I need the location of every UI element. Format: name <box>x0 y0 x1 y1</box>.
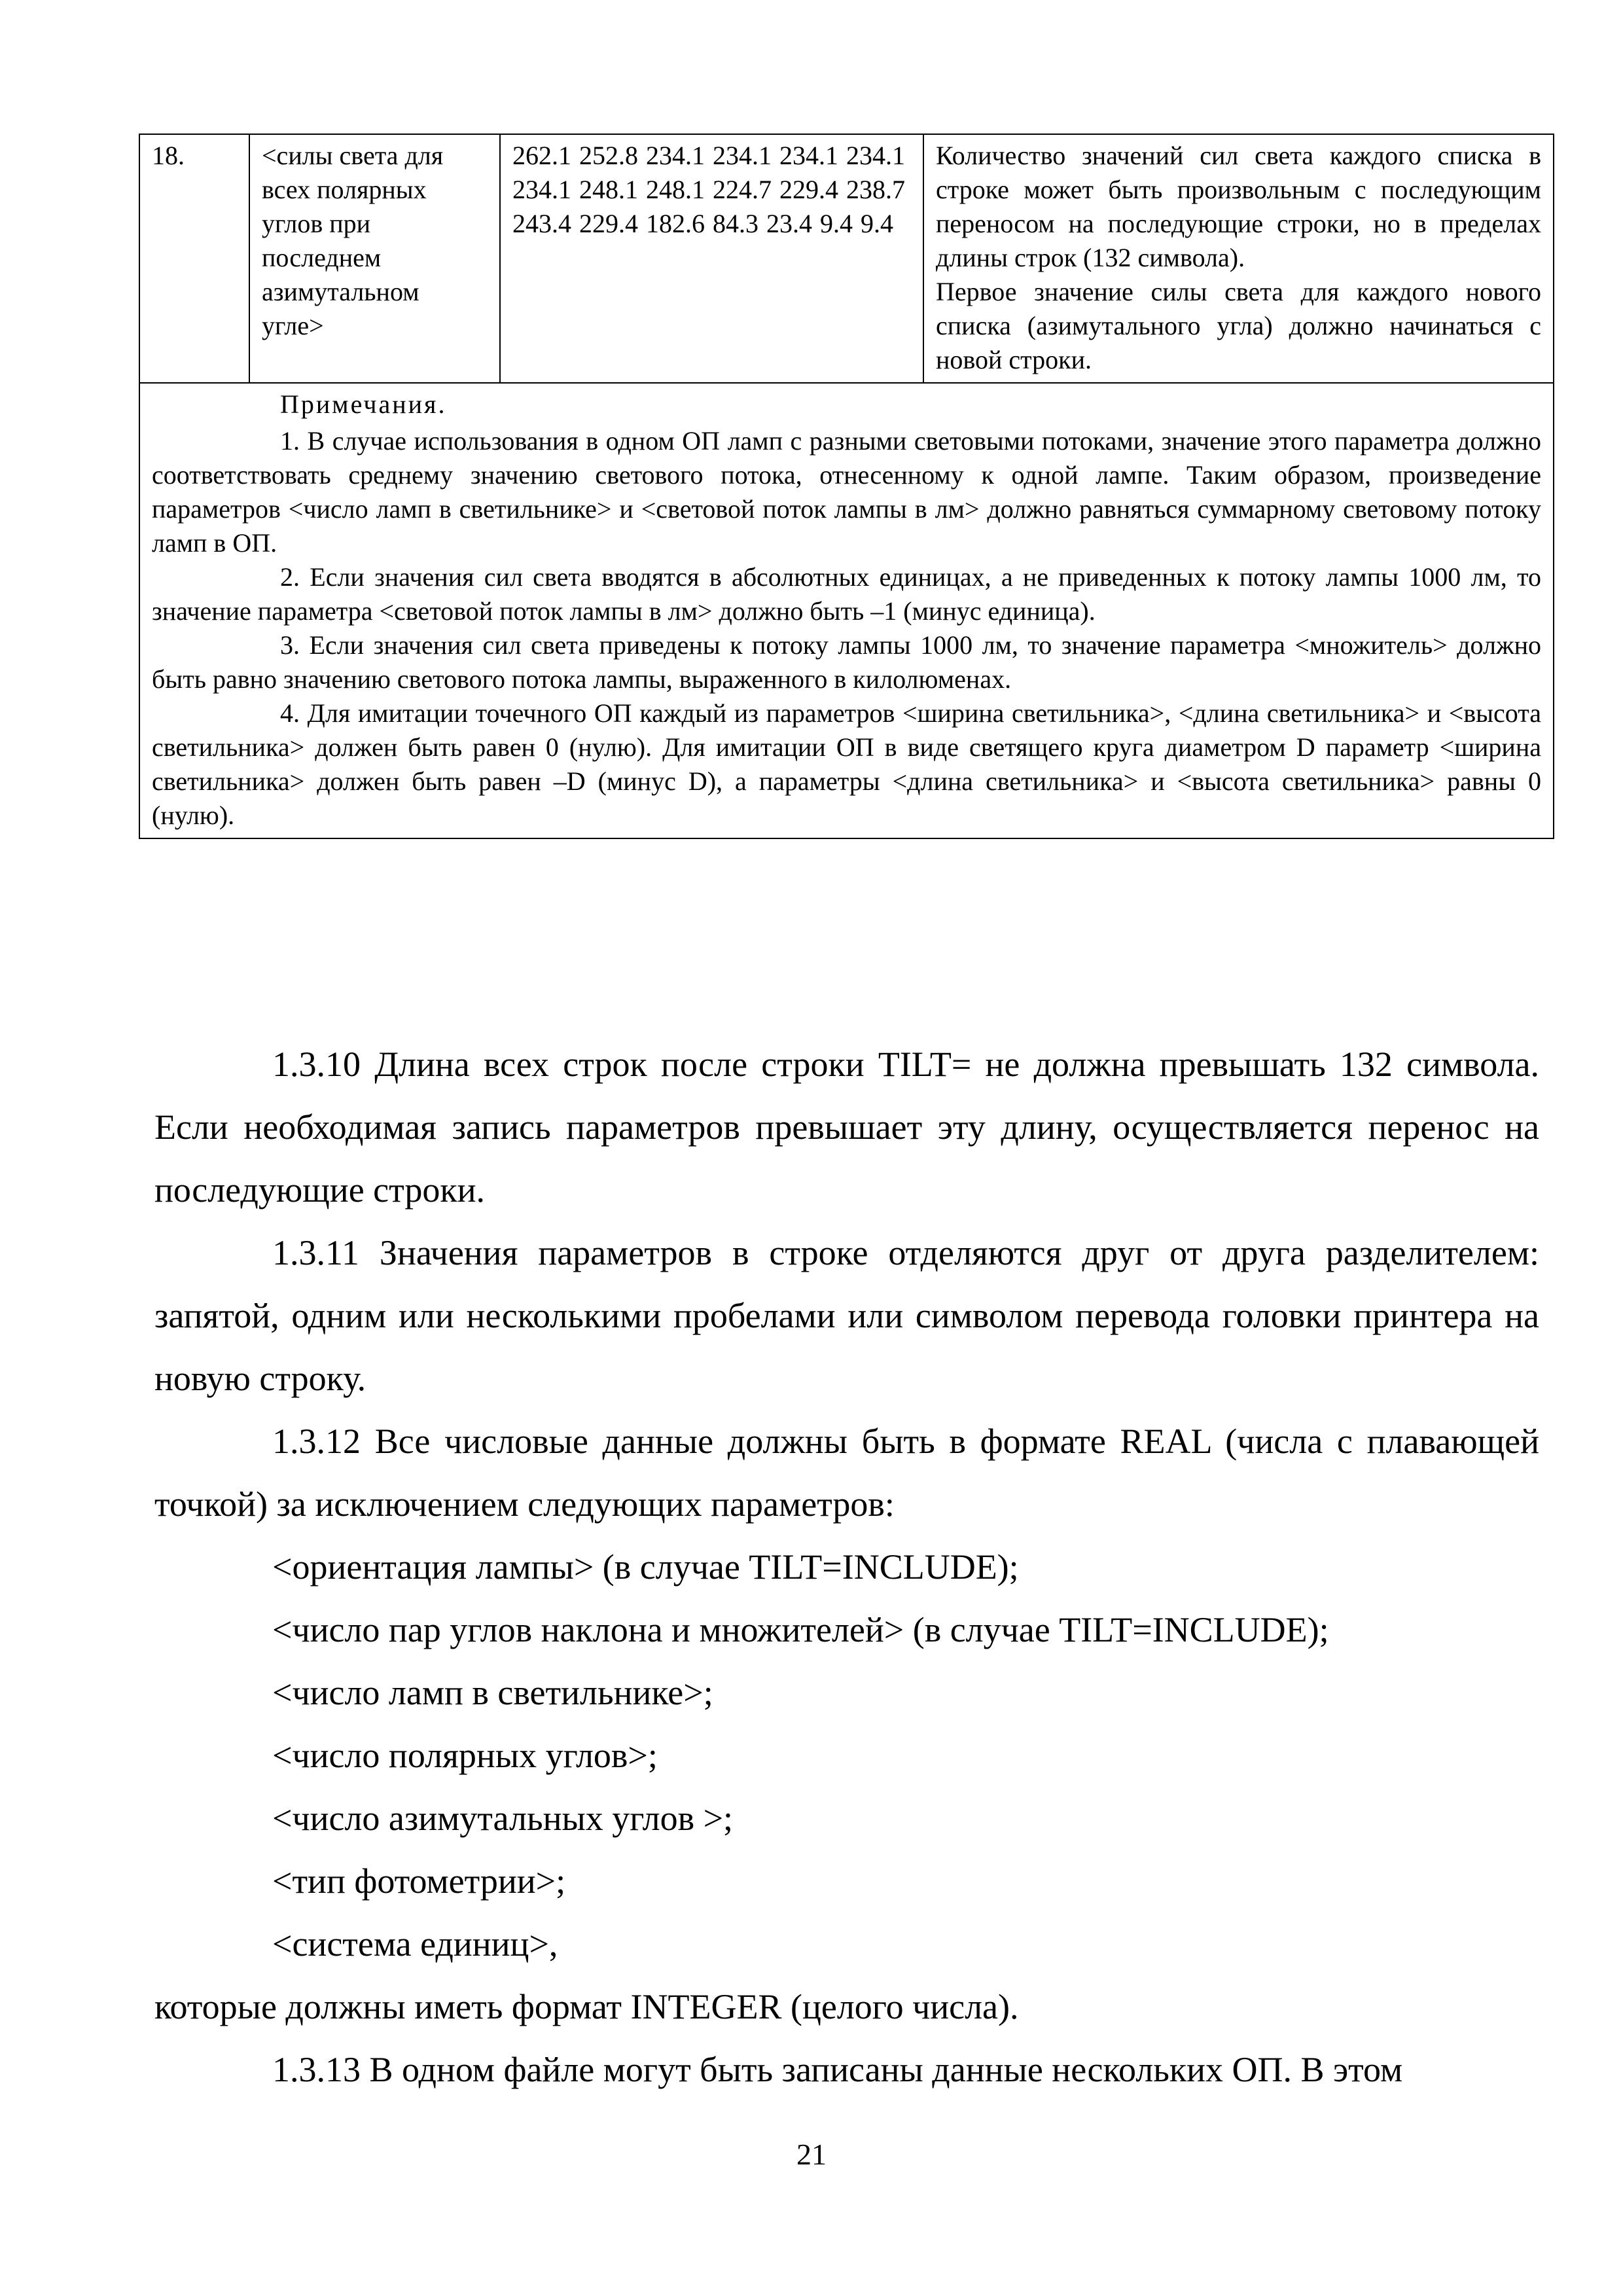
page-number: 21 <box>796 2138 827 2171</box>
list-item: <система единиц>, <box>272 1924 558 1964</box>
notes-cell <box>139 383 1554 838</box>
notes-title: Примечания. <box>280 389 447 419</box>
parameters-table <box>139 134 1554 839</box>
list-item: <тип фотометрии>; <box>272 1861 566 1901</box>
paragraph-1-3-13: 1.3.13 В одном файле могут быть записаны данные нескольких ОП. В этом <box>272 2050 1403 2089</box>
paragraph-1-3-10: 1.3.10 Длина всех строк после строки TILT= не должна превышать 132 символа. Если необходимая запись параметров превышает эту длину, осуществляется перенос на последующие строки. <box>154 1045 1539 1210</box>
parameter-values: 262.1 252.8 234.1 234.1 234.1 234.1 234.1 248.1 248.1 224.7 229.4 238.7 243.4 229.4 182.6 84.3 23.4 9.4 9.4 <box>500 134 923 383</box>
paragraph-1-3-12: 1.3.12 Все числовые данные должны быть в формате REAL (числа с плавающей точкой) за исключением следующих параметров: <box>154 1422 1539 1524</box>
paragraph-1-3-11: 1.3.11 Значения параметров в строке отделяются друг от друга разделителем: запятой, одним или несколькими пробелами или символом перевода головки принтера на новую строку. <box>154 1233 1539 1398</box>
remark-paragraph: Количество значений сил света каждого списка в строке может быть произвольным с последующим переносом на последующие строки, но в пределах длины строк (132 символа). <box>936 141 1541 272</box>
list-item: <число ламп в светильнике>; <box>272 1673 713 1712</box>
list-item: <число полярных углов>; <box>272 1736 658 1775</box>
body-text <box>154 1033 1539 2101</box>
list-item: <число пар углов наклона и множителей> (в случае TILT=INCLUDE); <box>272 1610 1329 1649</box>
note-item: 3. Если значения сил света приведены к потоку лампы 1000 лм, то значение параметра <множитель> должно быть равно значению светового потока лампы, выраженного в килолюменах. <box>152 630 1541 694</box>
list-item: <ориентация лампы> (в случае TILT=INCLUDE); <box>272 1547 1019 1587</box>
remark-paragraph: Первое значение силы света для каждого нового списка (азимутального угла) должно начинаться с новой строки. <box>936 277 1541 374</box>
parameter-remark <box>923 134 1554 383</box>
note-item: 2. Если значения сил света вводятся в абсолютных единицах, а не приведенных к потоку лампы 1000 лм, то значение параметра <световой поток лампы в лм> должно быть –1 (минус единица). <box>152 562 1541 626</box>
note-item: 4. Для имитации точечного ОП каждый из параметров <ширина светильника>, <длина светильника> и <высота светильника> должен быть равен 0 (нулю). Для имитации ОП в виде светящего круга диаметром D параметр <ширина светильника> должен быть равен –D (минус D), а параметры <длина светильника> и <высота светильника> равны 0 (нулю). <box>152 698 1541 830</box>
row-number: 18. <box>139 134 249 383</box>
note-item: 1. В случае использования в одном ОП ламп с разными световыми потоками, значение этого параметра должно соответствовать среднему значению светового потока, отнесенному к одной лампе. Таким образом, произведение параметров <число ламп в светильнике> и <световой поток лампы в лм> должно равняться суммарному световому потоку ламп в ОП. <box>152 426 1541 558</box>
list-tail: которые должны иметь формат INTEGER (целого числа). <box>154 1987 1019 2026</box>
parameter-name: <силы света для всех полярных углов при последнем азимутальном угле> <box>249 134 500 383</box>
notes-row <box>139 383 1554 838</box>
table-row <box>139 134 1554 383</box>
list-item: <число азимутальных углов >; <box>272 1799 734 1838</box>
